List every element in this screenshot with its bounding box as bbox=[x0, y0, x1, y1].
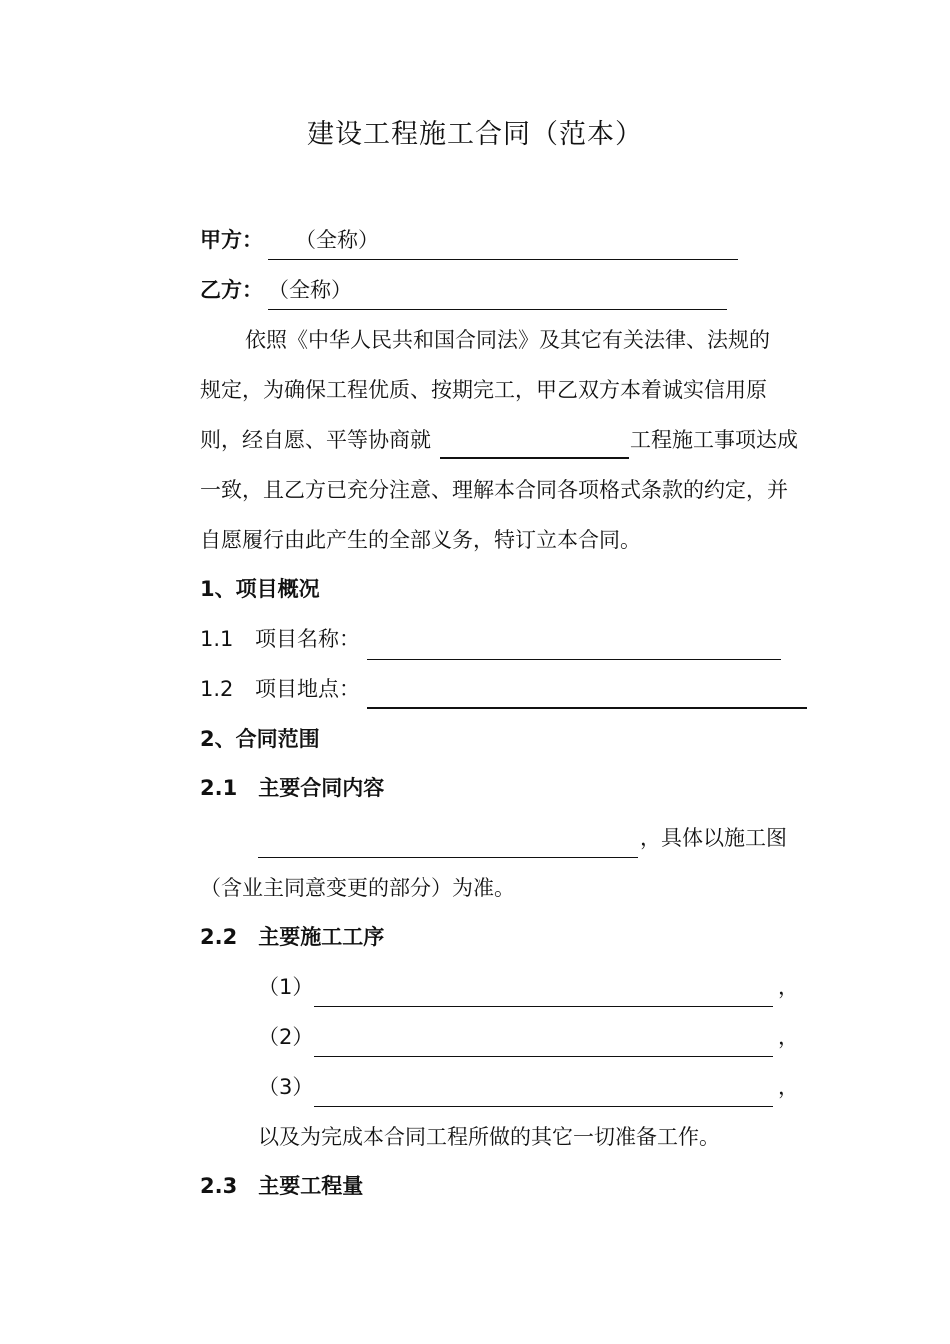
section-2-1-heading: 2.1 主要合同内容 bbox=[200, 776, 385, 800]
item-1-2-number: 1.2 bbox=[200, 677, 234, 701]
process-item-1-label: （1） bbox=[258, 975, 314, 999]
preamble-line-4: 一致，且乙方已充分注意、理解本合同各项格式条款的约定，并 bbox=[200, 478, 788, 502]
party-b-label: 乙方： bbox=[200, 278, 263, 302]
preamble-line-5: 自愿履行由此产生的全部义务，特订立本合同。 bbox=[200, 528, 641, 552]
process-item-3-label: （3） bbox=[258, 1075, 314, 1099]
party-b-underline bbox=[268, 309, 727, 310]
preamble-line-3a: 则，经自愿、平等协商就 bbox=[200, 428, 431, 452]
preamble-line-3b: 工程施工事项达成 bbox=[630, 428, 798, 452]
section-2-2-heading: 2.2 主要施工工序 bbox=[200, 925, 385, 949]
party-a-value: （全称） bbox=[295, 228, 379, 252]
item-1-2-underline bbox=[367, 707, 807, 709]
section-2-1-line-1: ，具体以施工图 bbox=[640, 826, 787, 850]
process-item-2-end: ， bbox=[778, 1025, 799, 1049]
preamble-line-2: 规定，为确保工程优质、按期完工，甲乙双方本着诚实信用原 bbox=[200, 378, 767, 402]
item-1-2-label: 项目地点： bbox=[255, 677, 360, 701]
process-item-2-label: （2） bbox=[258, 1025, 314, 1049]
party-a-underline bbox=[268, 259, 738, 260]
item-1-1-number: 1.1 bbox=[200, 627, 234, 651]
section-1-heading: 1、项目概况 bbox=[200, 577, 320, 601]
preamble-line-1: 依照《中华人民共和国合同法》及其它有关法律、法规的 bbox=[245, 328, 770, 352]
process-item-1-end: ， bbox=[778, 975, 799, 999]
contract-content-blank bbox=[258, 857, 638, 858]
section-2-3-heading: 2.3 主要工程量 bbox=[200, 1174, 364, 1198]
item-1-1-label: 项目名称： bbox=[255, 627, 360, 651]
process-item-3-end: ， bbox=[778, 1075, 799, 1099]
party-a-label: 甲方： bbox=[200, 228, 263, 252]
section-2-heading: 2、合同范围 bbox=[200, 727, 320, 751]
party-b-value: （全称） bbox=[268, 278, 352, 302]
process-item-2-underline bbox=[314, 1056, 773, 1057]
process-item-1-underline bbox=[314, 1006, 773, 1007]
item-1-1-underline bbox=[367, 659, 781, 660]
section-2-1-line-2: （含业主同意变更的部分）为准。 bbox=[200, 876, 515, 900]
project-name-blank bbox=[440, 457, 629, 459]
document-title: 建设工程施工合同（范本） bbox=[307, 119, 643, 150]
process-item-3-underline bbox=[314, 1106, 773, 1107]
section-2-2-closing: 以及为完成本合同工程所做的其它一切准备工作。 bbox=[258, 1125, 720, 1149]
